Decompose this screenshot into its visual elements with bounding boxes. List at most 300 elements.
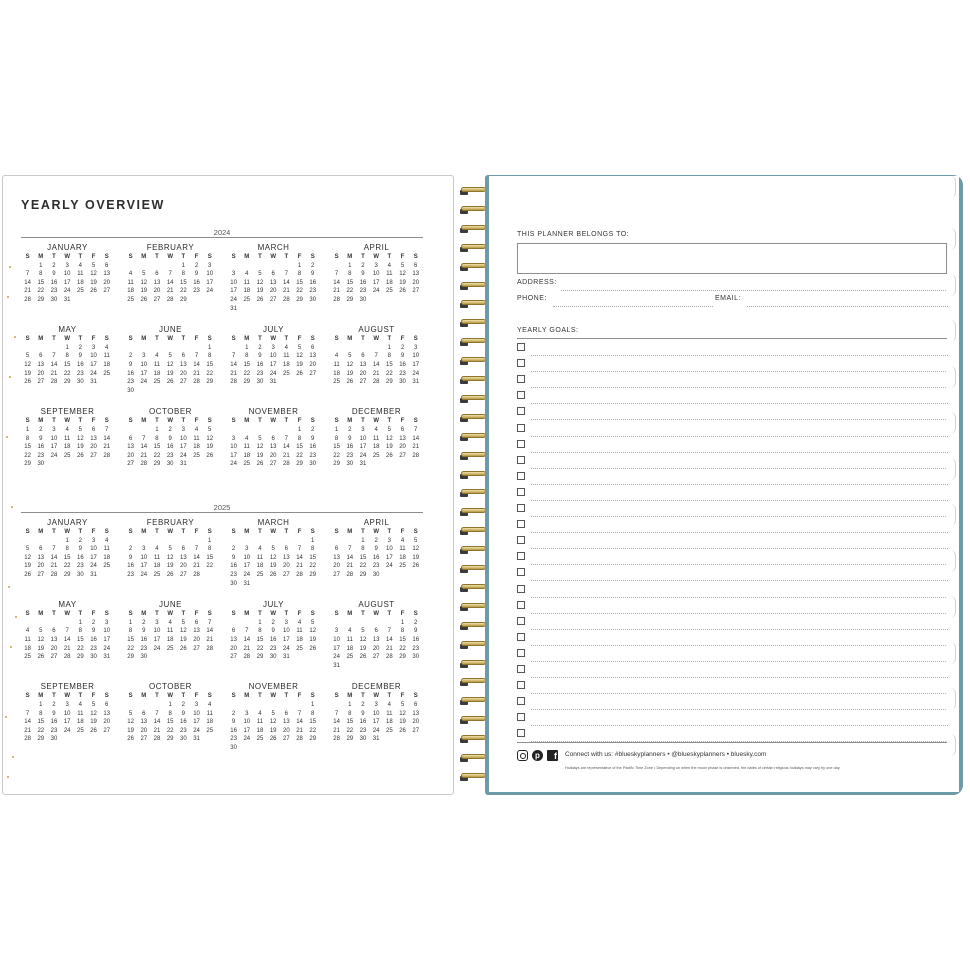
divider <box>21 512 423 513</box>
day-cell: 22 <box>333 452 340 459</box>
day-cell: 15 <box>309 719 317 726</box>
day-cell: 27 <box>372 654 380 661</box>
weekday-header: T <box>258 611 262 618</box>
day-cell: 21 <box>206 636 214 643</box>
day-cell: 22 <box>166 727 174 734</box>
weekday-header: F <box>91 254 96 260</box>
day-cell: 11 <box>296 628 303 635</box>
day-cell: 9 <box>374 546 378 553</box>
speckle-decoration <box>14 336 16 338</box>
weekday-header: M <box>38 611 44 618</box>
day-cell: 14 <box>333 719 340 726</box>
page-tab[interactable] <box>947 366 956 388</box>
goal-checkbox[interactable] <box>517 456 525 464</box>
goal-row <box>517 485 948 501</box>
weekday-header: W <box>167 693 173 700</box>
day-cell: 10 <box>359 435 367 442</box>
empty-day <box>164 537 177 546</box>
goal-checkbox[interactable] <box>517 359 525 367</box>
goal-checkbox[interactable] <box>517 713 525 721</box>
year-2024-calendar <box>21 228 423 469</box>
month-name: SEPTEMBER <box>40 407 95 417</box>
empty-day <box>280 537 293 546</box>
day-cell: 20 <box>269 452 277 459</box>
day-cell: 15 <box>256 636 264 643</box>
day-cell: 5 <box>25 546 30 553</box>
weekday-header: S <box>104 693 109 700</box>
day-cell: 12 <box>90 271 97 278</box>
goal-checkbox[interactable] <box>517 343 525 351</box>
coil-ring <box>461 187 486 192</box>
day-cell: 27 <box>309 370 317 377</box>
weekday-header: F <box>194 254 199 260</box>
day-cell: 28 <box>63 654 71 661</box>
day-cell: 4 <box>155 353 159 360</box>
empty-day <box>330 537 343 546</box>
goal-row <box>517 404 948 420</box>
day-cell: 2 <box>361 262 365 269</box>
weekday-header: M <box>141 336 147 343</box>
day-cell: 15 <box>37 719 45 726</box>
day-cell: 12 <box>346 361 354 368</box>
day-cell: 24 <box>412 370 420 377</box>
month-may-2024 <box>21 325 114 395</box>
day-cell: 4 <box>284 344 289 351</box>
empty-day <box>267 701 280 710</box>
day-cell: 21 <box>153 727 161 734</box>
month-days-grid <box>21 335 114 387</box>
weekday-header: T <box>361 418 365 425</box>
month-days-grid <box>227 335 320 387</box>
weekday-header: S <box>310 336 315 343</box>
day-cell: 18 <box>283 361 290 368</box>
goal-row <box>517 437 948 453</box>
weekday-header: S <box>207 611 212 618</box>
empty-day <box>124 344 137 353</box>
day-cell: 11 <box>243 279 250 286</box>
weekday-header: F <box>91 418 96 425</box>
day-cell: 9 <box>194 271 199 278</box>
day-cell: 15 <box>153 444 161 451</box>
day-cell: 5 <box>181 619 186 626</box>
month-name: OCTOBER <box>149 407 192 417</box>
day-cell: 5 <box>142 271 146 278</box>
day-cell: 8 <box>361 546 365 553</box>
day-cell: 28 <box>24 296 31 303</box>
day-cell: 2 <box>194 262 199 269</box>
speckle-decoration <box>10 646 12 648</box>
day-cell: 27 <box>90 452 97 459</box>
empty-day <box>253 537 266 546</box>
day-cell: 4 <box>258 710 262 717</box>
day-cell: 30 <box>269 654 277 661</box>
weekday-header: S <box>128 611 133 618</box>
day-cell: 30 <box>346 461 354 468</box>
weekday-header: S <box>25 418 30 425</box>
day-cell: 7 <box>297 546 302 553</box>
goal-row <box>517 421 948 437</box>
day-cell: 29 <box>63 379 71 386</box>
day-cell: 6 <box>271 435 275 442</box>
goal-checkbox[interactable] <box>517 633 525 641</box>
day-cell: 15 <box>180 279 187 286</box>
spiral-coil <box>458 640 488 650</box>
goal-checkbox[interactable] <box>517 536 525 544</box>
day-cell: 11 <box>103 353 110 360</box>
weekday-header: T <box>361 611 365 618</box>
day-cell: 18 <box>372 444 380 451</box>
day-cell: 13 <box>309 353 317 360</box>
weekday-header: M <box>347 611 353 618</box>
day-cell: 5 <box>91 262 96 269</box>
day-cell: 19 <box>37 645 45 652</box>
month-days-grid <box>227 253 320 313</box>
day-cell: 17 <box>63 719 71 726</box>
goal-checkbox[interactable] <box>517 697 525 705</box>
coil-ring <box>461 395 486 400</box>
weekday-header: F <box>91 693 96 700</box>
months-grid <box>21 243 423 469</box>
goal-row <box>517 614 948 630</box>
month-days-grid <box>21 528 114 580</box>
day-cell: 30 <box>77 379 84 386</box>
day-cell: 10 <box>50 435 58 442</box>
day-cell: 1 <box>400 619 405 626</box>
page-tab[interactable] <box>947 642 956 664</box>
day-cell: 24 <box>63 288 71 295</box>
day-cell: 25 <box>346 654 354 661</box>
empty-day <box>177 537 190 546</box>
day-cell: 27 <box>283 571 290 578</box>
day-cell: 27 <box>269 296 277 303</box>
day-cell: 11 <box>206 710 213 717</box>
day-cell: 14 <box>103 435 111 442</box>
day-cell: 17 <box>386 554 393 561</box>
day-cell: 17 <box>283 636 290 643</box>
empty-day <box>137 537 150 546</box>
day-cell: 3 <box>334 628 339 635</box>
month-august-2024 <box>330 325 423 395</box>
day-cell: 18 <box>296 636 303 643</box>
month-name: FEBRUARY <box>146 243 195 252</box>
page-tab[interactable] <box>947 320 956 342</box>
day-cell: 18 <box>193 444 200 451</box>
day-cell: 2 <box>231 546 236 553</box>
day-cell: 20 <box>309 361 317 368</box>
page-tab[interactable] <box>947 734 956 756</box>
day-cell: 2 <box>52 262 56 269</box>
month-name: JULY <box>263 325 284 335</box>
day-cell: 6 <box>284 546 289 553</box>
day-cell: 2 <box>78 344 83 351</box>
goal-checkbox[interactable] <box>517 488 525 496</box>
day-cell: 20 <box>140 727 148 734</box>
weekday-header: W <box>64 611 70 618</box>
goal-checkbox[interactable] <box>517 375 525 383</box>
day-cell: 29 <box>399 654 406 661</box>
day-cell: 29 <box>153 461 161 468</box>
day-cell: 18 <box>153 370 161 377</box>
day-cell: 24 <box>230 461 237 468</box>
day-cell: 13 <box>127 444 134 451</box>
goal-row <box>517 453 948 469</box>
goal-checkbox[interactable] <box>517 681 525 689</box>
empty-day <box>150 262 163 271</box>
empty-day <box>124 701 137 710</box>
day-cell: 10 <box>153 628 161 635</box>
day-cell: 29 <box>127 654 134 661</box>
day-cell: 28 <box>283 461 290 468</box>
goal-checkbox[interactable] <box>517 391 525 399</box>
day-cell: 16 <box>372 554 380 561</box>
day-cell: 2 <box>231 710 236 717</box>
belongs-to-label: THIS PLANNER BELONGS TO: <box>517 231 630 238</box>
pinterest-icon[interactable]: p <box>532 750 543 761</box>
day-cell: 29 <box>37 736 45 743</box>
day-cell: 1 <box>311 537 315 544</box>
day-cell: 16 <box>37 444 45 451</box>
coil-ring <box>461 697 486 702</box>
day-cell: 1 <box>65 344 69 351</box>
day-cell: 16 <box>77 554 84 561</box>
page-tab[interactable] <box>947 596 956 618</box>
day-cell: 23 <box>256 370 264 377</box>
day-cell: 13 <box>399 435 406 442</box>
page-tab[interactable] <box>947 458 956 480</box>
day-cell: 13 <box>283 719 290 726</box>
email-field[interactable] <box>747 306 948 307</box>
day-cell: 13 <box>37 361 45 368</box>
day-cell: 13 <box>269 279 277 286</box>
weekday-header: S <box>310 254 315 260</box>
facebook-icon[interactable]: f <box>547 750 558 761</box>
day-cell: 29 <box>166 736 174 743</box>
day-cell: 21 <box>24 288 31 295</box>
instagram-icon[interactable] <box>517 750 528 761</box>
weekday-header: S <box>25 529 30 535</box>
day-cell: 28 <box>193 379 200 386</box>
page-tab[interactable] <box>947 504 956 526</box>
weekday-header: S <box>207 693 212 700</box>
empty-day <box>124 262 137 271</box>
day-cell: 25 <box>127 296 134 303</box>
day-cell: 26 <box>346 379 354 386</box>
day-cell: 23 <box>127 379 134 386</box>
day-cell: 7 <box>284 271 289 278</box>
day-cell: 6 <box>181 546 186 553</box>
phone-field[interactable] <box>553 306 713 307</box>
weekday-header: W <box>373 611 379 618</box>
day-cell: 5 <box>271 546 275 553</box>
day-cell: 30 <box>50 736 58 743</box>
day-cell: 31 <box>372 736 380 743</box>
day-cell: 27 <box>193 645 200 652</box>
page-tab[interactable] <box>947 228 956 250</box>
weekday-header: S <box>128 254 133 260</box>
goal-checkbox[interactable] <box>517 552 525 560</box>
day-cell: 21 <box>140 452 148 459</box>
empty-day <box>280 426 293 435</box>
coil-ring <box>461 508 486 513</box>
day-cell: 25 <box>77 727 84 734</box>
day-cell: 23 <box>77 370 84 377</box>
speckle-decoration <box>7 776 9 778</box>
goal-checkbox[interactable] <box>517 585 525 593</box>
day-cell: 28 <box>193 571 200 578</box>
page-tab[interactable] <box>947 274 956 296</box>
day-cell: 7 <box>414 426 418 433</box>
goal-checkbox[interactable] <box>517 520 525 528</box>
day-cell: 25 <box>283 370 290 377</box>
day-cell: 4 <box>128 271 133 278</box>
weekday-header: M <box>347 254 353 260</box>
day-cell: 3 <box>245 710 249 717</box>
month-june-2025 <box>124 600 217 670</box>
day-cell: 23 <box>399 370 406 377</box>
day-cell: 21 <box>230 370 237 377</box>
day-cell: 3 <box>231 271 236 278</box>
day-cell: 16 <box>180 719 187 726</box>
day-cell: 18 <box>103 554 111 561</box>
owner-name-field[interactable] <box>517 243 947 274</box>
goal-checkbox[interactable] <box>517 617 525 625</box>
day-cell: 29 <box>296 296 303 303</box>
weekday-header: T <box>181 336 186 343</box>
empty-day <box>164 262 177 271</box>
goal-checkbox[interactable] <box>517 472 525 480</box>
weekday-header: T <box>284 336 289 343</box>
day-cell: 12 <box>24 554 31 561</box>
weekday-header: S <box>128 693 133 700</box>
day-cell: 13 <box>37 554 45 561</box>
goal-checkbox[interactable] <box>517 729 525 737</box>
goal-row <box>517 340 948 356</box>
day-cell: 8 <box>65 546 69 553</box>
day-cell: 11 <box>256 719 264 726</box>
day-cell: 6 <box>155 271 159 278</box>
day-cell: 19 <box>90 719 97 726</box>
day-cell: 21 <box>296 727 303 734</box>
day-cell: 9 <box>311 271 315 278</box>
weekday-header: S <box>413 611 418 618</box>
page-tab[interactable] <box>947 688 956 710</box>
day-cell: 2 <box>400 344 405 351</box>
goal-checkbox[interactable] <box>517 440 525 448</box>
day-cell: 11 <box>64 435 71 442</box>
day-cell: 30 <box>256 379 264 386</box>
day-cell: 24 <box>386 563 393 570</box>
goal-checkbox[interactable] <box>517 665 525 673</box>
spiral-coil <box>458 545 488 555</box>
day-cell: 13 <box>230 636 237 643</box>
day-cell: 7 <box>208 619 212 626</box>
day-cell: 26 <box>399 727 406 734</box>
day-cell: 15 <box>206 361 214 368</box>
day-cell: 8 <box>39 271 43 278</box>
weekday-header: F <box>297 529 302 535</box>
day-cell: 15 <box>296 279 303 286</box>
empty-day <box>21 701 34 710</box>
day-cell: 16 <box>309 279 317 286</box>
day-cell: 9 <box>414 628 418 635</box>
day-cell: 3 <box>65 262 69 269</box>
day-cell: 3 <box>142 546 146 553</box>
day-cell: 14 <box>193 554 200 561</box>
day-cell: 15 <box>243 361 251 368</box>
empty-day <box>370 619 383 628</box>
day-cell: 22 <box>399 645 406 652</box>
goal-checkbox[interactable] <box>517 407 525 415</box>
month-days-grid <box>330 335 423 387</box>
day-cell: 29 <box>346 296 354 303</box>
page-tab[interactable] <box>947 176 956 198</box>
goal-checkbox[interactable] <box>517 568 525 576</box>
day-cell: 21 <box>193 563 200 570</box>
day-cell: 2 <box>78 537 83 544</box>
day-cell: 12 <box>127 719 134 726</box>
coil-ring <box>461 225 486 230</box>
day-cell: 18 <box>256 727 264 734</box>
day-cell: 1 <box>128 619 133 626</box>
day-cell: 29 <box>309 571 317 578</box>
weekday-header: F <box>400 418 405 425</box>
month-days-grid <box>124 253 217 305</box>
page-tab[interactable] <box>947 412 956 434</box>
day-cell: 22 <box>346 727 354 734</box>
day-cell: 12 <box>269 554 277 561</box>
goal-checkbox[interactable] <box>517 649 525 657</box>
day-cell: 13 <box>153 279 161 286</box>
day-cell: 19 <box>166 370 174 377</box>
empty-day <box>330 262 343 271</box>
spiral-coil <box>458 677 488 687</box>
day-cell: 12 <box>77 435 84 442</box>
goal-checkbox[interactable] <box>517 601 525 609</box>
day-cell: 26 <box>256 461 264 468</box>
day-cell: 4 <box>400 537 405 544</box>
address-field[interactable] <box>561 290 948 291</box>
day-cell: 23 <box>77 563 84 570</box>
day-cell: 12 <box>24 361 31 368</box>
spiral-coil <box>458 337 488 347</box>
day-cell: 11 <box>333 361 340 368</box>
weekday-header: F <box>297 254 302 260</box>
day-cell: 19 <box>256 288 264 295</box>
day-cell: 30 <box>309 461 317 468</box>
day-cell: 5 <box>400 701 405 708</box>
goal-checkbox[interactable] <box>517 504 525 512</box>
day-cell: 27 <box>50 654 58 661</box>
goal-checkbox[interactable] <box>517 424 525 432</box>
day-cell: 12 <box>386 435 393 442</box>
page-tab[interactable] <box>947 550 956 572</box>
day-cell: 12 <box>359 636 367 643</box>
day-cell: 10 <box>140 554 148 561</box>
day-cell: 5 <box>168 546 172 553</box>
day-cell: 19 <box>309 636 317 643</box>
day-cell: 31 <box>63 296 71 303</box>
day-cell: 20 <box>359 370 367 377</box>
day-cell: 28 <box>412 452 420 459</box>
day-cell: 20 <box>103 279 111 286</box>
day-cell: 12 <box>256 279 264 286</box>
day-cell: 26 <box>269 571 277 578</box>
day-cell: 9 <box>311 435 315 442</box>
empty-day <box>267 537 280 546</box>
day-cell: 17 <box>103 636 111 643</box>
day-cell: 10 <box>230 444 237 451</box>
day-cell: 20 <box>230 645 237 652</box>
